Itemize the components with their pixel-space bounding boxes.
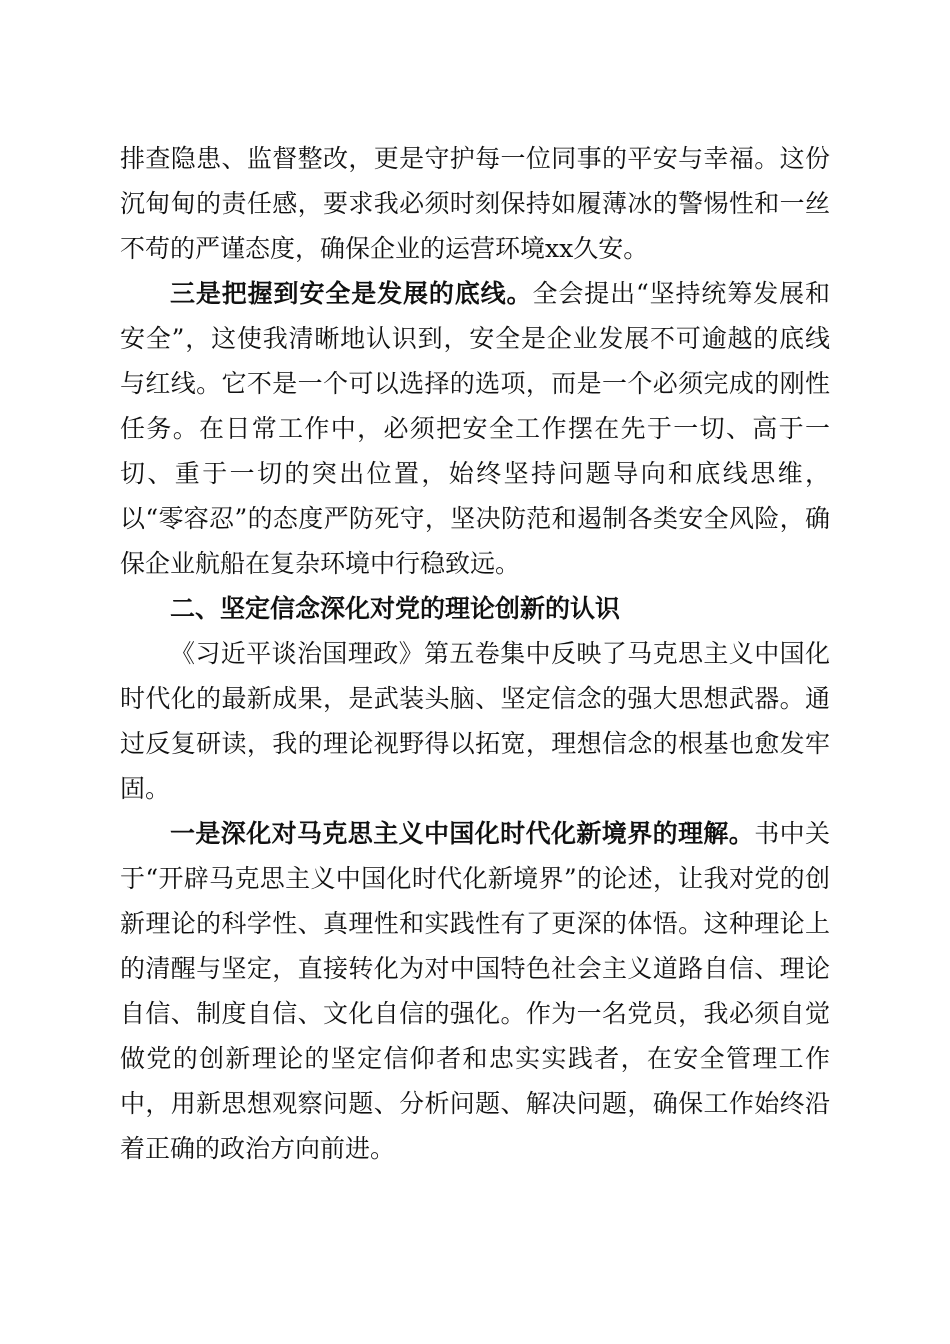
section-heading: 二、坚定信念深化对党的理论创新的认识 [170, 594, 621, 623]
document-body [120, 136, 830, 1171]
paragraph-safety-bottom-line [120, 271, 830, 586]
paragraph-continuation: 排查隐患、监督整改，更是守护每一位同事的平安与幸福。这份沉甸甸的责任感，要求我必须时刻保持如履薄冰的警惕性和一丝不苟的严谨态度，确保企业的运营环境xx久安。 [120, 144, 830, 263]
paragraph-body: 全会提出“坚持统筹发展和安全”，这使我清晰地认识到，安全是企业发展不可逾越的底线与红线。它不是一个可以选择的选项，而是一个必须完成的刚性任务。在日常工作中，必须把安全工作摆在先于一切、高于一切、重于一切的突出位置，始终坚持问题导向和底线思维，以“零容忍”的态度严防死守，坚决防范和遏制各类安全风险，确保企业航船在复杂环境中行稳致远。 [120, 279, 830, 578]
paragraph-lead: 一是深化对马克思主义中国化时代化新境界的理解。 [170, 819, 755, 848]
paragraph-body: 书中关于“开辟马克思主义中国化时代化新境界”的论述，让我对党的创新理论的科学性、真理性和实践性有了更深的体悟。这种理论上的清醒与坚定，直接转化为对中国特色社会主义道路自信、理论自信、制度自信、文化自信的强化。作为一名党员，我必须自觉做党的创新理论的坚定信仰者和忠实实践者，在安全管理工作中，用新思想观察问题、分析问题、解决问题，确保工作始终沿着正确的政治方向前进。 [120, 819, 830, 1163]
paragraph-marxism-understanding [120, 811, 830, 1171]
paragraph-intro: 《习近平谈治国理政》第五卷集中反映了马克思主义中国化时代化的最新成果，是武装头脑、坚定信念的强大思想武器。通过反复研读，我的理论视野得以拓宽，理想信念的根基也愈发牢固。 [120, 639, 830, 803]
paragraph-lead: 三是把握到安全是发展的底线。 [170, 279, 533, 308]
